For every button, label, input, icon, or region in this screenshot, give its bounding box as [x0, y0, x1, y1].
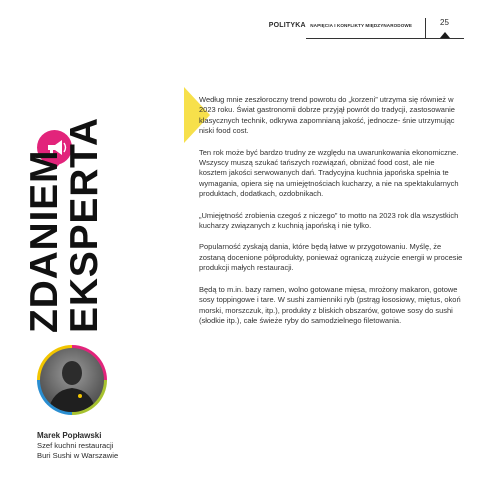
title-line-1: ZDANIEM	[23, 149, 66, 333]
article-paragraph: Według mnie zeszłoroczny trend powrotu do „korzeni” utrzyma się również w 2023 roku. Świat gastronomii dobrze przyjął powrót do tradycji, zastosowanie klasycznych technik, odkrywa zapomnianą jakość, jednocze- śnie utrzymując niski food cost.	[199, 95, 455, 136]
article-body	[199, 95, 464, 337]
expert-portrait	[37, 345, 107, 415]
expert-role: Szef kuchni restauracji	[37, 441, 114, 450]
article-paragraph: Ten rok może być bardzo trudny ze względu na uwarunkowania ekonomiczne. Wszyscy muszą szukać tańszych rozwiązań, obniżać food cost, ale nie kosztem jakości serwowanych dań. Tradycyjna kuchnia japońska spełnia te wymagania, opiera się na umiejętnościach kucharzy, a nie na spektakularnych produktach, dodatkach, ozdobnikach.	[199, 147, 459, 199]
section-subtitle: NAPIĘCIA I KONFLIKTY MIĘDZYNARODOWE	[310, 23, 412, 28]
header-divider	[425, 18, 426, 38]
article-paragraph: Będą to m.in. bazy ramen, wolno gotowane mięsa, mrożony makaron, gotowe sosy toppingowe i tare. W sushi zamienniki ryb (pstrąg łososiowy, miętus, okoń morski, morszczuk, itp.), produkty z bliskich obszarów, gotowe sosy do sushi (słodkie itp.), całe świeże ryby do samodzielnego filetowania.	[199, 284, 461, 325]
article-paragraph: „Umiejętność zrobienia czegoś z niczego” to motto na 2023 rok dla wszystkich kucharzy związanych z kuchnią japońską i nie tylko.	[199, 210, 459, 231]
expert-photo	[40, 348, 104, 412]
header-rule	[306, 38, 464, 39]
page-number: 25	[440, 18, 449, 27]
page-header	[0, 18, 500, 38]
section-name: POLITYKA	[268, 22, 306, 29]
title-line-2: EKSPERTA	[63, 117, 106, 333]
article-paragraph: Popularność zyskają dania, które będą łatwe w przygotowaniu. Myślę, że zostaną docenione półprodukty, ponieważ ograniczą zużycie energii w procesie produkcji małych restauracji.	[199, 242, 463, 273]
expert-company: Buri Sushi w Warszawie	[37, 451, 119, 460]
corner-triangle-icon	[440, 32, 450, 38]
expert-section-title	[23, 117, 106, 333]
expert-name: Marek Popławski	[37, 431, 102, 440]
section-title	[269, 18, 412, 31]
